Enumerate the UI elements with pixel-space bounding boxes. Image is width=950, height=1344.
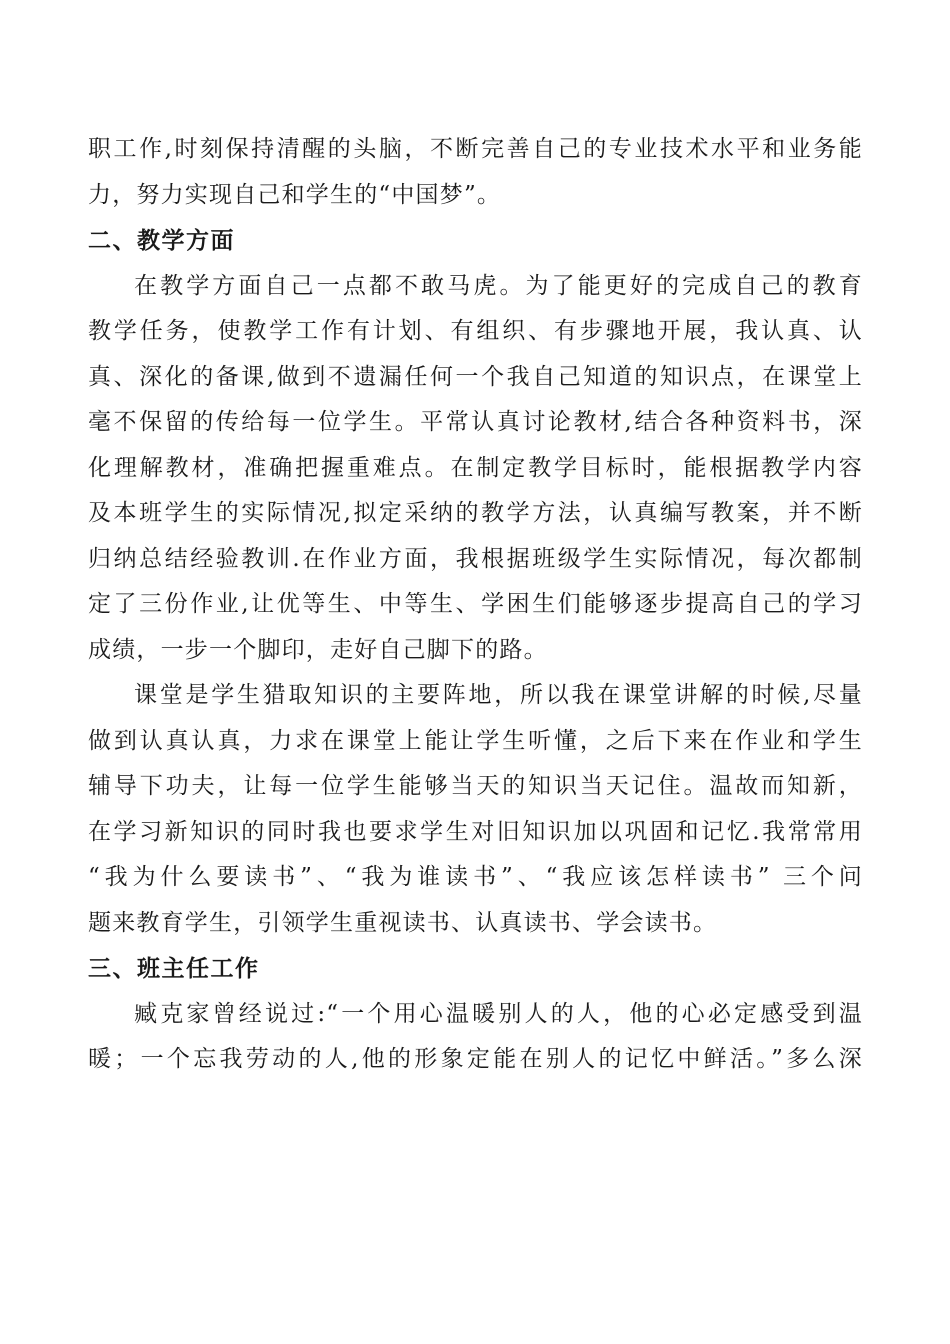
paragraph-line: 及本班学生的实际情况,拟定采纳的教学方法，认真编写教案，并不断: [88, 500, 863, 526]
paragraph-line: 做到认真认真，力求在课堂上能让学生听懂，之后下来在作业和学生: [88, 727, 863, 754]
document-body: [88, 127, 863, 1083]
paragraph-line: 教学任务，使教学工作有计划、有组织、有步骤地开展，我认真、认: [88, 318, 863, 344]
paragraph-line: 题来教育学生，引领学生重视读书、认真读书、学会读书。: [88, 909, 718, 936]
paragraph-line: 毫不保留的传给每一位学生。平常认真讨论教材,结合各种资料书，深: [88, 409, 863, 435]
paragraph-line: 成绩，一步一个脚印，走好自己脚下的路。: [88, 636, 548, 663]
section-heading-teaching: 二、教学方面: [88, 227, 235, 254]
paragraph-line: 真、深化的备课,做到不遗漏任何一个我自己知道的知识点，在课堂上: [88, 363, 863, 390]
paragraph-line: 臧克家曾经说过:“一个用心温暖别人的人，他的心必定感受到温: [134, 1000, 863, 1027]
paragraph-line: 辅导下功夫，让每一位学生能够当天的知识当天记住。温故而知新，: [88, 773, 863, 799]
paragraph-line: 职工作,时刻保持清醒的头脑，不断完善自己的专业技术水平和业务能: [88, 136, 863, 162]
paragraph-line: 课堂是学生猎取知识的主要阵地，所以我在课堂讲解的时候,尽量: [134, 682, 863, 708]
paragraph-line: 归纳总结经验教训.在作业方面，我根据班级学生实际情况，每次都制: [88, 545, 863, 572]
paragraph-line: 力，努力实现自己和学生的“中国梦”。: [88, 181, 502, 208]
paragraph-line: 在学习新知识的同时我也要求学生对旧知识加以巩固和记忆.我常常用: [88, 818, 863, 845]
paragraph-line: 化理解教材，准确把握重难点。在制定教学目标时，能根据教学内容: [88, 454, 863, 481]
paragraph-line: “我为什么要读书”、“我为谁读书”、“我应该怎样读书” 三个问: [88, 864, 863, 890]
paragraph-line: 在教学方面自己一点都不敢马虎。为了能更好的完成自己的教育: [134, 272, 863, 299]
paragraph-line: 暖；一个忘我劳动的人,他的形象定能在别人的记忆中鲜活。”多么深: [88, 1046, 863, 1072]
paragraph-line: 定了三份作业,让优等生、中等生、学困生们能够逐步提高自己的学习: [88, 591, 863, 617]
section-heading-class-teacher: 三、班主任工作: [88, 955, 260, 982]
